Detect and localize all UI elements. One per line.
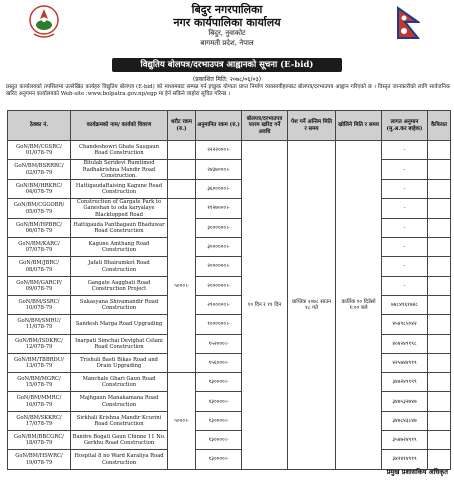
contract-code-cell: GoN/BM/HSWRC/ 19/078-79 xyxy=(8,450,71,469)
estimated-amount-cell: २९०००००।- xyxy=(196,296,242,315)
contract-code-cell: GoN/BM/SMRU/ 11/078-79 xyxy=(8,315,71,334)
contract-code-cell: GoN/BM/CGSRC/ 01/078-79 xyxy=(8,141,71,160)
work-description-cell: Sirkhali Krishna Mandir Kcurini Road Construction xyxy=(71,411,168,430)
estimated-amount-cell: २००००००।- xyxy=(196,276,242,295)
table-row xyxy=(8,450,451,469)
contract-code-cell: GoN/BM/GARCP/ 09/078-79 xyxy=(8,276,71,295)
table-row xyxy=(8,179,451,198)
publish-date: (प्रकाशित मिति: २०७८/०६/०३) xyxy=(192,76,262,83)
remarks-cell xyxy=(428,353,451,372)
table-row xyxy=(8,431,451,450)
remarks-cell xyxy=(428,296,451,315)
work-description-cell: Hattigauda Panthagaun Bhaduwar Road Construction xyxy=(71,218,168,237)
cost-estimate-cell: ४०४२४९१९८ xyxy=(382,334,428,353)
estimated-amount-cell: १५६०००।- xyxy=(196,353,242,372)
estimated-amount-cell: २२२२०००।- xyxy=(196,141,242,160)
contract-code-cell: GoN/BM/HRKRC/ 04/078-79 xyxy=(8,179,71,198)
estimated-amount-cell: १३००००।- xyxy=(196,450,242,469)
contract-code-cell: GoN/BM/MMRC/ 16/078-79 xyxy=(8,392,71,411)
cost-estimate-cell: ७४८४९६१७४८ xyxy=(382,296,428,315)
deposit-amount-cell: ५०००।- xyxy=(168,373,196,469)
estimated-amount-cell: ३००००००।- xyxy=(196,238,242,257)
estimated-amount-cell: ३००००००।- xyxy=(196,218,242,237)
contract-code-cell: GoN/BM/SKKRC/ 17/078-79 xyxy=(8,411,71,430)
remarks-cell xyxy=(428,238,451,257)
cost-estimate-cell: ३४२४१४९१९ xyxy=(382,450,428,469)
estimated-amount-cell: १३००००।- xyxy=(196,431,242,450)
estimated-amount-cell: २४३७०००।- xyxy=(196,160,242,180)
remarks-cell xyxy=(428,334,451,353)
cost-estimate-cell: ३४७८४३८४७ xyxy=(382,411,428,430)
table-row xyxy=(8,141,451,160)
column-header: पेश गर्ने अन्तिम मिति र समय xyxy=(288,111,336,141)
bid-table-header-row xyxy=(8,111,451,141)
office-location: बिदुर, नुवाकोट xyxy=(208,29,246,37)
remarks-cell xyxy=(428,141,451,160)
table-row xyxy=(8,353,451,372)
work-description-cell: Bitulab Seridevi Rumtimod Radhakrishna Mandir Road Construction. xyxy=(71,160,168,180)
estimated-amount-cell: १३००००।- xyxy=(196,411,242,430)
notice-intro: प्रस्तुत कार्यालयको तपसिलमा उल्लेखित कार्यहरु विद्युतिय बोलपत्र (E-bid) को माध्यमबाट सम्पन्न गर्न इच्छुक योग्यता प्राप्त निर्माण व्यवसायीहरुबाट बोलपत्र/दरभाउपत्र आह्वान गरिएको छ । विस्तृत जानकारीको लागि सार्वजनिक खरिद अनुगमन कार्यालयको Web-site :www.bolpatra.gov.np/egp मा हेर्न सकिने व्यहोरा सूचित गरिन्छ । xyxy=(6,84,450,97)
purchase-period-cell: १० दिन र ११ दिन xyxy=(242,141,288,470)
cost-estimate-cell: ३५४७२४९१९ xyxy=(382,431,428,450)
opening-date-cell: कार्तिक १० दिउँसो १:०० बजे xyxy=(336,141,382,470)
table-row xyxy=(8,238,451,257)
column-header: लागत अनुमान (मु.अ.कर बाहेक) xyxy=(382,111,428,141)
municipality-name: बिदुर नगरपालिका xyxy=(191,3,263,16)
cost-estimate-cell: ३४७५३२७४७ xyxy=(382,392,428,411)
cost-estimate-cell: - xyxy=(382,218,428,237)
cost-estimate-cell: - xyxy=(382,141,428,160)
remarks-cell xyxy=(428,179,451,198)
column-header: बोलपत्र/दरभाउपत्र फारम खरिद गर्ने अवधि xyxy=(242,111,288,141)
notice-title: विद्युतिय बोलपत्र/दरभाउपत्र आह्वानको सूचना (E-bid) xyxy=(112,58,342,72)
estimated-amount-cell: ३६०००००।- xyxy=(196,179,242,198)
submission-deadline-cell: प्राप्तिक २०७८ साउन १८ गते xyxy=(288,141,336,470)
contract-code-cell: GoN/BM/CGGOBR/ 05/078-79 xyxy=(8,199,71,219)
work-description-cell: Gangate Aagghati Road Construction Project xyxy=(71,276,168,295)
column-header: अनुमानित रकम (रु.) xyxy=(196,111,242,141)
remarks-cell xyxy=(428,315,451,334)
remarks-cell xyxy=(428,411,451,430)
cost-estimate-cell: ४२५७४४९१९ xyxy=(382,353,428,372)
remarks-cell xyxy=(428,373,451,392)
work-description-cell: Bandre Bogati Gaun Chinne 11 No. Gerkhu Road Construction xyxy=(71,431,168,450)
work-description-cell: Sandesh Marga Road Upgrading xyxy=(71,315,168,334)
deposit-amount-cell xyxy=(168,179,196,198)
estimated-amount-cell: ११२७०००।- xyxy=(196,199,242,219)
estimated-amount-cell: १५२०००।- xyxy=(196,334,242,353)
cost-estimate-cell: - xyxy=(382,238,428,257)
cost-estimate-cell: ३४७२४९१९९ xyxy=(382,373,428,392)
remarks-cell xyxy=(428,257,451,276)
deposit-amount-cell xyxy=(168,160,196,180)
cost-estimate-cell: - xyxy=(382,199,428,219)
cost-estimate-cell: - xyxy=(382,160,428,180)
contract-code-cell: GoN/BM/SSRC/ 10/078-79 xyxy=(8,296,71,315)
estimated-amount-cell: १००००००।- xyxy=(196,315,242,334)
table-row xyxy=(8,373,451,392)
remarks-cell xyxy=(428,199,451,219)
signatory-title: प्रमुख प्रशासकिय अधिकृत xyxy=(386,468,448,476)
work-description-cell: Manchale Ghari Gaun Road Construction xyxy=(71,373,168,392)
column-header: कार्यक्रमको नाम/ कार्यको विवरण xyxy=(71,111,168,141)
office-name: नगर कार्यपालिका कार्यालय xyxy=(173,16,281,29)
table-row xyxy=(8,218,451,237)
work-description-cell: Construction of Gargate Park to Ganeshan to oda karyalaye Blacktopped Road xyxy=(71,199,168,219)
work-description-cell: Inarpati Simchai Devighat Celani Road Construction xyxy=(71,334,168,353)
deposit-amount-cell: ५०००।- xyxy=(168,199,196,373)
cost-estimate-cell: - xyxy=(382,257,428,276)
column-header: धरौट रकम (रु.) xyxy=(168,111,196,141)
estimated-amount-cell: १३००००।- xyxy=(196,373,242,392)
column-header: खोलिने मिति र समय xyxy=(336,111,382,141)
table-row xyxy=(8,296,451,315)
estimated-amount-cell: २००००००।- xyxy=(196,257,242,276)
column-header: कैफियत xyxy=(428,111,451,141)
remarks-cell xyxy=(428,431,451,450)
work-description-cell: Majhgaun Manakamana Road Construction xyxy=(71,392,168,411)
work-description-cell: HattigaudaRaising Kagune Road Construction xyxy=(71,179,168,198)
remarks-cell xyxy=(428,392,451,411)
table-row xyxy=(8,199,451,219)
remarks-cell xyxy=(428,218,451,237)
contract-code-cell: GoN/BM/BSRRRC/ 02/078-79 xyxy=(8,160,71,180)
table-row xyxy=(8,276,451,295)
remarks-cell xyxy=(428,276,451,295)
work-description-cell: Hospital 8 no Ward Karaliya Road Construction xyxy=(71,450,168,469)
contract-code-cell: GoN/BM/JBRC/ 08/078-79 xyxy=(8,257,71,276)
table-row xyxy=(8,334,451,353)
contract-code-cell: GoN/BM/KARC/ 07/078-79 xyxy=(8,238,71,257)
work-description-cell: Sukasyana Shivamandir Road Construction xyxy=(71,296,168,315)
cost-estimate-cell: ४५४९८५०४२ xyxy=(382,315,428,334)
table-row xyxy=(8,160,451,180)
cost-estimate-cell: - xyxy=(382,276,428,295)
work-description-cell: Jafati Bhairamkot Road Construction xyxy=(71,257,168,276)
table-row xyxy=(8,392,451,411)
estimated-amount-cell: १३००००।- xyxy=(196,392,242,411)
cost-estimate-cell: - xyxy=(382,179,428,198)
contract-code-cell: GoN/BM/HPBRC/ 06/078-79 xyxy=(8,218,71,237)
work-description-cell: Kagune Amthang Road Construction xyxy=(71,238,168,257)
work-description-cell: Chandeshowri Ghate Saugaun Road Construction xyxy=(71,141,168,160)
table-row xyxy=(8,257,451,276)
table-row xyxy=(8,315,451,334)
work-description-cell: Trishuli Basti Bikas Road and Drain Upgrading xyxy=(71,353,168,372)
contract-code-cell: GoN/BM/MGRC/ 15/078-79 xyxy=(8,373,71,392)
province-name: बागमती प्रदेश, नेपाल xyxy=(200,39,254,47)
deposit-amount-cell xyxy=(168,141,196,160)
contract-code-cell: GoN/BM/TBBRDU/ 13/078-79 xyxy=(8,353,71,372)
contract-code-cell: GoN/BM/BBCGRC/ 18/078-79 xyxy=(8,431,71,450)
bid-table xyxy=(7,110,451,470)
remarks-cell xyxy=(428,160,451,180)
table-row xyxy=(8,411,451,430)
contract-code-cell: GoN/BM/ISDKRC/ 12/078-79 xyxy=(8,334,71,353)
column-header: ठेक्का नं. xyxy=(8,111,71,141)
